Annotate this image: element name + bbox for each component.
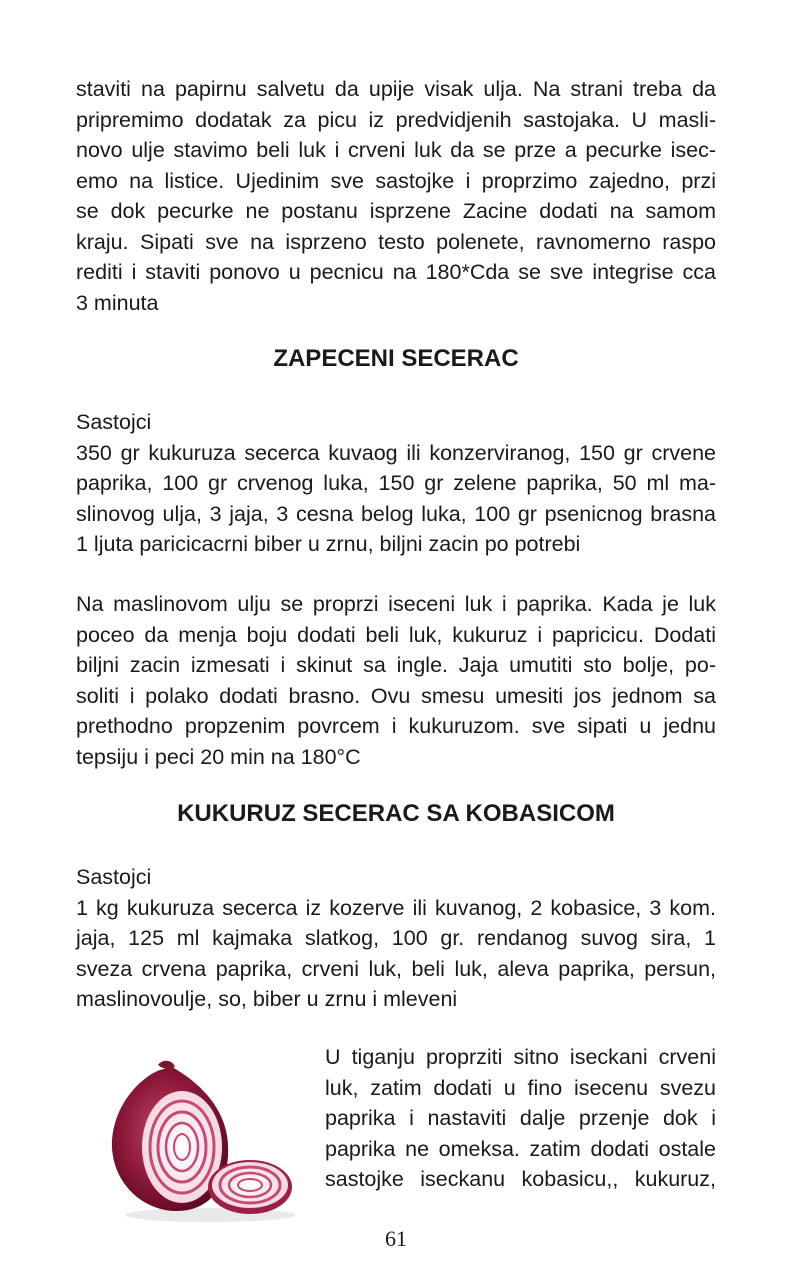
page-number: 61 [385,1226,407,1251]
text-line: kraju. Sipati sve na isprzeno testo polenete, ravnomerno raspo [76,229,716,254]
text-line: novo ulje stavimo beli luk i crveni luk da se prze a pecurke isec- [76,138,716,162]
onion-tip [158,1061,175,1069]
text-line: paprika ne omeksa. zatim dodati ostale [325,1136,716,1161]
text-line: maslinovoulje, so, biber u zrnu i mleveni [76,987,458,1011]
text-line: soliti i polako dodati brasno. Ovu smesu umesiti jos jednom sa [76,683,716,708]
recipe2-method [325,1042,716,1195]
ingredients-label: Sastojci [76,410,152,434]
text-line: pripremimo dodatak za picu iz predvidjenih sastojaka. U masli- [76,107,716,132]
text-line: prethodno propzenim povrcem i kukuruzom. sve sipati u jednu [76,714,716,738]
text-line: biljni zacin izmesati i skinut sa ingle. Jaja umutiti sto bolje, po- [76,653,716,677]
text-line: sveza crvena paprika, crveni luk, beli luk, aleva paprika, persun, [76,956,716,981]
text-line: 1 kg kukuruza secerca iz kozerve ili kuvanog, 2 kobasice, 3 kom. [76,895,716,920]
text-line: emo na listice. Ujedinim sve sastojke i proprzimo zajedno, przi [76,168,716,193]
text-line: paprika i nastaviti dalje przenje dok i [325,1106,716,1130]
text-line: se dok pecurke ne postanu isprzene Zacine dodati na samom [76,199,716,223]
text-line: luk, zatim dodati u fino isecenu svezu [325,1075,716,1100]
text-line: staviti na papirnu salvetu da upije visak ulja. Na strani treba da [76,77,716,101]
text-line: 350 gr kukuruza secerca kuvaog ili konzerviranog, 150 gr crvene [76,440,716,465]
text-line: 1 ljuta paricicacrni biber u zrnu, biljni zacin po potrebi [76,532,581,556]
onion-slice-face [212,1162,288,1208]
text-line: Na maslinovom ulju se proprzi iseceni luk i paprika. Kada je luk [76,592,716,616]
ingredients-label: Sastojci [76,865,152,889]
text-line: poceo da menja boju dodati beli luk, kukuruz i papricicu. Dodati [76,622,716,647]
red-onion-image [100,1055,300,1225]
text-line: tepsiju i peci 20 min na 180°C [76,744,361,769]
text-line: sastojke iseckanu kobasicu,, kukuruz, [325,1167,716,1191]
text-line: U tiganju proprziti sitno iseckani crveni [325,1045,716,1069]
recipe-title: ZAPECENI SECERAC [273,345,519,372]
text-line: 3 minuta [76,290,159,315]
recipe1-ingredients [76,407,716,560]
recipe2-ingredients [76,862,716,1015]
recipe-title: KUKURUZ SECERAC SA KOBASICOM [177,800,615,827]
text-line: rediti i staviti ponovo u pecnicu na 180*Cda se sve integrise cca [76,260,716,284]
intro-paragraph [76,74,716,318]
recipe1-method [76,589,716,772]
text-line: jaja, 125 ml kajmaka slatkog, 100 gr. rendanog suvog sira, 1 [76,926,716,950]
text-line: slinovog ulja, 3 jaja, 3 cesna belog luka, 100 gr psenicnog brasna [76,501,716,526]
text-line: paprika, 100 gr crvenog luka, 150 gr zelene paprika, 50 ml ma- [76,471,716,495]
